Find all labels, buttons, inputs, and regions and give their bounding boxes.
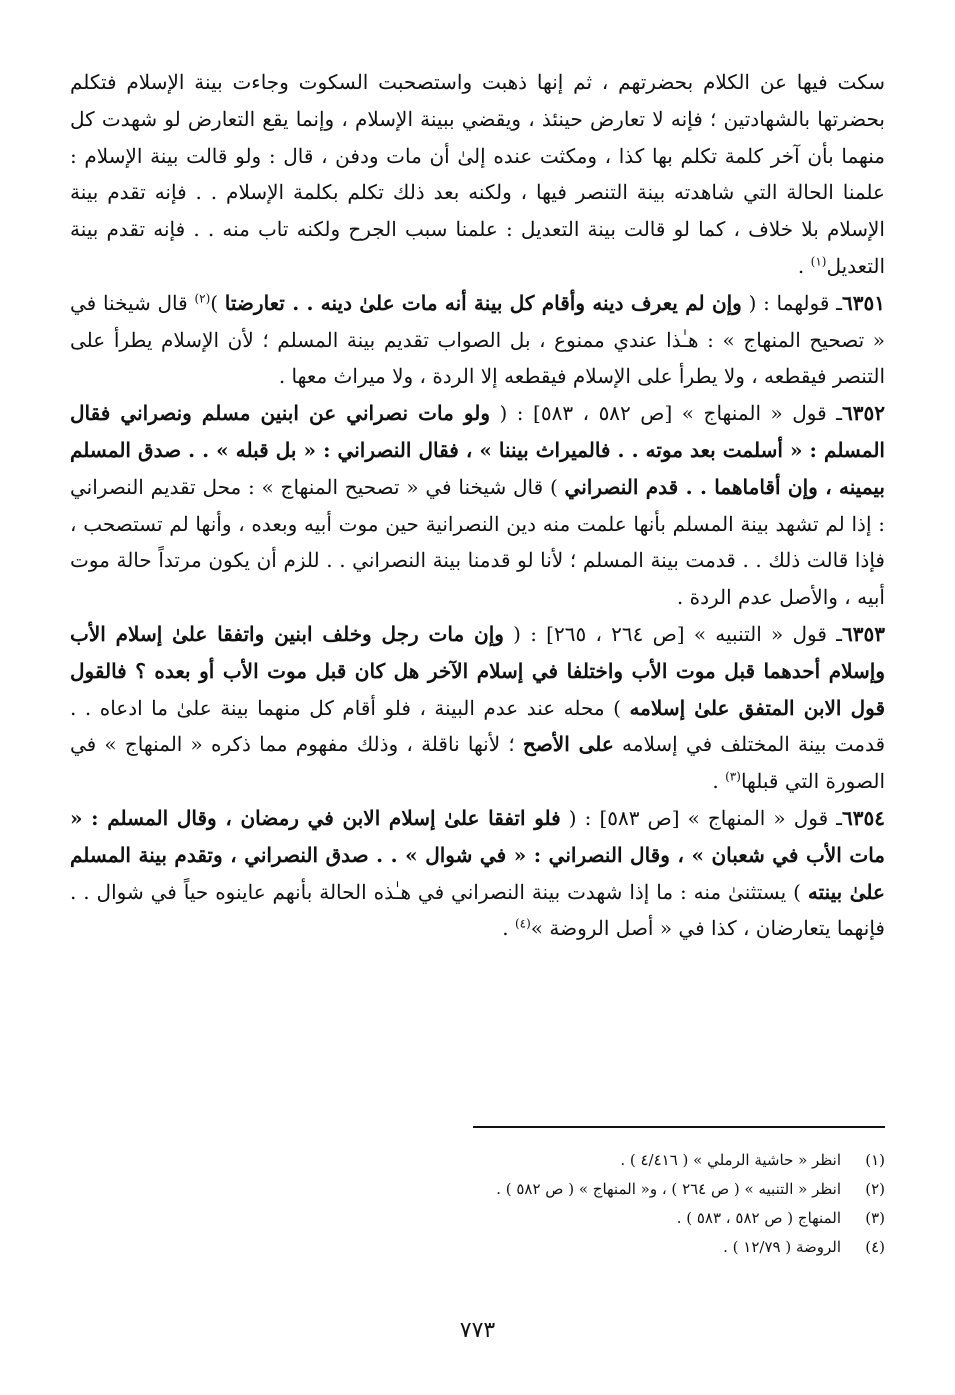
bold-text: على الأصح (522, 732, 614, 757)
text-run: ـ قولهما : ( (741, 290, 843, 315)
bold-text: ولو مات نصراني عن ابنين مسلم ونصراني فقال المسلم : « أسلمت بعد موته . . فالميراث بيننا » ، فقال النصراني : « بل قبله » . . صدق المسلم بيمينه ، وإن أقاماهما . . قدم النصراني (70, 401, 885, 499)
footnote-item (70, 1146, 885, 1175)
text-run: . (712, 769, 726, 794)
footnote-text: الروضة ( ١٢/٧٩ ) . (723, 1238, 841, 1256)
bold-text: ٦٣٥٣ (842, 621, 885, 646)
footnote-number: (٢) (865, 1180, 885, 1198)
footnote-number: (١) (865, 1151, 885, 1169)
footnote-text: انظر « حاشية الرملي » ( ٤/٤١٦ ) . (620, 1151, 841, 1169)
bold-text: وإن مات رجل وخلف ابنين واتفقا علىٰ إسلام الأب وإسلام أحدهما قبل موت الأب واختلفا في إسلام الآخر هل كان قبل موت الأب أو بعده ؟ فالقول قول الابن المتفق علىٰ إسلامه (70, 621, 886, 720)
text-run: . (502, 916, 515, 941)
footnote-text: انظر « التنبيه » ( ص ٢٦٤ ) ، و« المنهاج » ( ص ٥٨٢ ) . (496, 1180, 841, 1198)
bold-text: ٦٣٥١ (842, 290, 885, 315)
footnote-text: المنهاج ( ص ٥٨٢ ، ٥٨٣ ) . (676, 1209, 841, 1227)
text-run: قال شيخنا في « تصحيح المنهاج » : هـٰذا عندي ممنوع ، بل الصواب تقديم بينة المسلم ؛ لأن الإسلام يطرأ على التنصر فيقطعه ، ولا يطرأ على الإسلام فيقطعه إلا الردة ، ولا ميراث معها . (70, 290, 885, 389)
page-number: ٧٧٣ (459, 1318, 496, 1343)
text-run: ـ قول « التنبيه » [ص ٢٦٤ ، ٢٦٥] : ( (503, 621, 843, 646)
footnote-item (70, 1233, 885, 1262)
text-run: ) قال شيخنا في « تصحيح المنهاج » : محل تقديم النصراني : إذا لم تشهد بينة المسلم بأنها علمت منه دين النصرانية حين موت أبيه وبعده ، وأنها لم تستصحب ، فإذا قالت ذلك . . قدمت بينة المسلم ؛ لأنا لو قدمنا بينة النصراني . . للزم أن يكون مرتداً حالة موت أبيه ، والأصل عدم الردة . (70, 474, 885, 610)
footnote-item (70, 1204, 885, 1233)
text-run: ؛ لأنها ناقلة ، وذلك مفهوم مما ذكره « المنهاج » في الصورة التي قبلها (70, 732, 885, 794)
text-run: ) يستثنىٰ منه : ما إذا شهدت بينة النصراني في هـٰذه الحالة بأنهم عاينوه حياً في شوال . . فإنهما يتعارضان ، كذا في « أصل الروضة » (70, 879, 885, 941)
footnote-ref: (٢) (194, 291, 211, 306)
footnote-ref: (٤) (514, 916, 531, 931)
text-run: ـ قول « المنهاج » [ص ٥٨٣] : ( (560, 805, 843, 830)
paragraph-p6352 (70, 395, 885, 616)
text-run: ) (210, 290, 225, 315)
text-run: . (797, 253, 811, 278)
text-run: سكت فيها عن الكلام بحضرتهم ، ثم إنها ذهبت واستصحبت السكوت وجاءت بينة الإسلام فتكلم بحضرتها بالشهادتين ؛ فإنه لا تعارض حينئذ ، ويقضي ببينة الإسلام ، وإنما يقع التعارض لو شهدت كل منهما بأن آخر كلمة تكلم بها كذا ، ومكثت عنده إلىٰ أن مات ودفن ، قال : ولو قالت بينة الإسلام : علمنا الحالة التي شاهدته بينة التنصر فيها ، ولكنه بعد ذلك تكلم بكلمة الإسلام . . فإنه تقدم بينة الإسلام بلا خلاف ، كما لو قالت بينة التعديل : علمنا سبب الجرح ولكنه تاب منه . . فإنه تقدم بينة التعديل (70, 70, 885, 278)
bold-text: وإن لم يعرف دينه وأقام كل بينة أنه مات علىٰ دينه . . تعارضتا (224, 290, 742, 315)
text-run: ـ قول « المنهاج » [ص ٥٨٢ ، ٥٨٣] : ( (490, 401, 843, 426)
text-run: ) محله عند عدم البينة ، فلو أقام كل منهما بينة علىٰ ما ادعاه . . قدمت بينة المختلف في إسلامه (70, 695, 886, 757)
paragraph-p6354 (70, 800, 885, 947)
footnote-number: (٤) (865, 1238, 885, 1256)
footnote-ref: (٣) (725, 769, 741, 784)
bold-text: فلو اتفقا علىٰ إسلام الابن في رمضان ، وقال المسلم : « مات الأب في شعبان » ، وقال النصراني : « في شوال » . . صدق النصراني ، وتقدم بينة المسلم علىٰ بينته (70, 805, 885, 904)
footnotes (70, 1146, 885, 1262)
main-text (70, 64, 885, 947)
footnote-ref: (١) (810, 254, 827, 269)
paragraph-p6353 (70, 616, 885, 800)
bold-text: ٦٣٥٤ (842, 805, 886, 830)
footnote-separator (473, 1126, 885, 1128)
footnote-number: (٣) (865, 1209, 885, 1227)
paragraph-p0 (70, 64, 885, 285)
paragraph-p6351 (70, 285, 885, 395)
bold-text: ٦٣٥٢ (842, 401, 885, 426)
footnote-item (70, 1175, 885, 1204)
